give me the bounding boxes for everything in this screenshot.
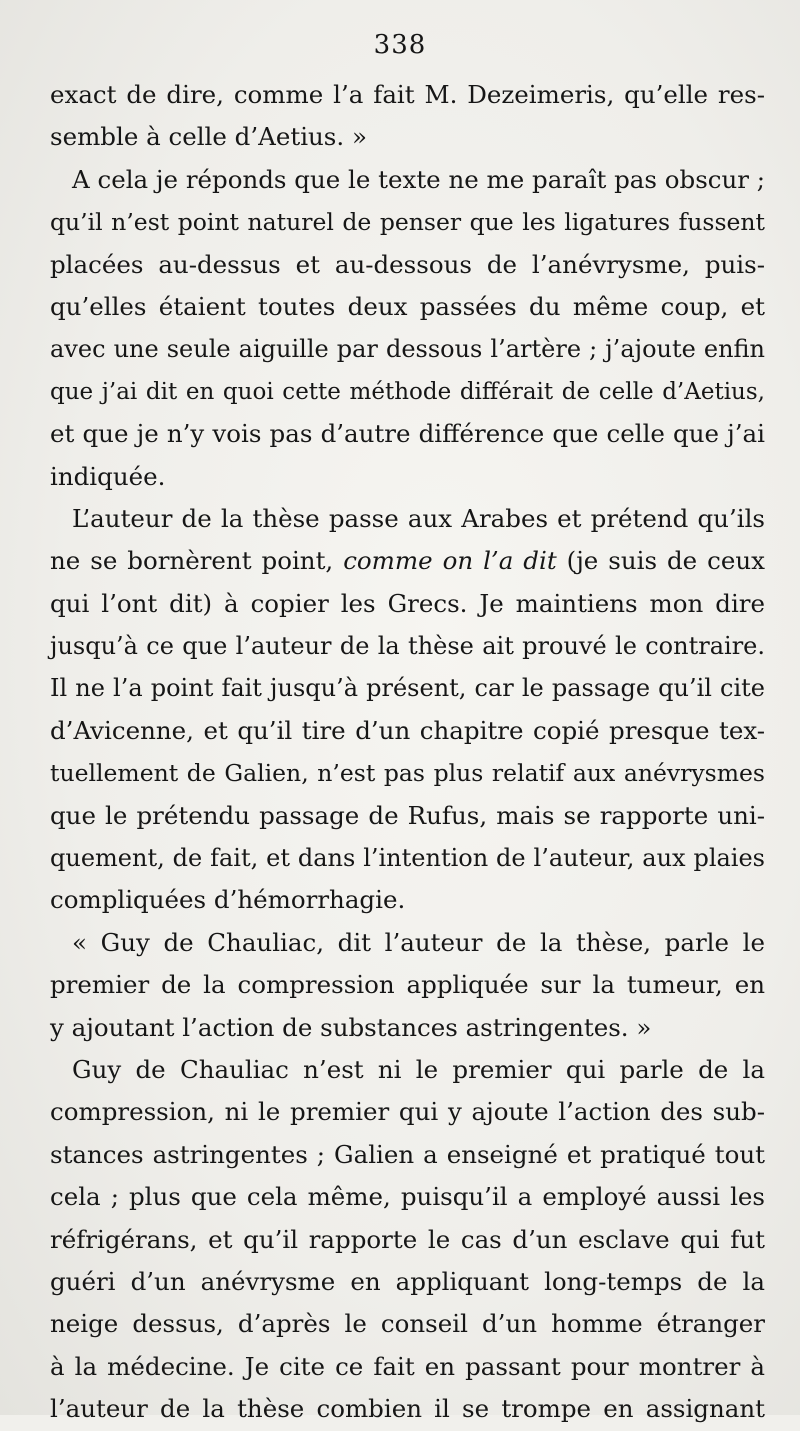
page-number: 338	[373, 30, 427, 60]
text-line: avec une seule aiguille par dessous l’artère ; j’ajoute enfin	[50, 335, 765, 364]
text-line: jusqu’à ce que l’auteur de la thèse ait prouvé le contraire.	[50, 632, 765, 661]
text-line: à la médecine. Je cite ce fait en passant pour montrer à	[50, 1351, 765, 1381]
text-line: qu’elles étaient toutes deux passées du même coup, et	[50, 291, 765, 321]
text-line: Il ne l’a point fait jusqu’à présent, car le passage qu’il cite	[50, 674, 765, 703]
body-text	[50, 74, 765, 1431]
text-line: guéri d’un anévrysme en appliquant long-temps de la	[50, 1266, 765, 1296]
text-line	[50, 540, 765, 582]
text-line: cela ; plus que cela même, puisqu’il a employé aussi les	[50, 1182, 765, 1212]
text-line-part: (je suis de ceux	[556, 546, 765, 576]
text-line: indiquée.	[50, 461, 166, 491]
text-line: « Guy de Chauliac, dit l’auteur de la thèse, parle le	[72, 927, 765, 957]
text-line: compression, ni le premier qui y ajoute l’action des sub-	[50, 1097, 765, 1127]
text-line: que j’ai dit en quoi cette méthode différait de celle d’Aetius,	[50, 378, 765, 405]
text-line: tuellement de Galien, n’est pas plus relatif aux anévrysmes	[50, 759, 765, 788]
text-line: qu’il n’est point naturel de penser que les ligatures fussent	[50, 208, 765, 237]
text-line: compliquées d’hémorrhagie.	[50, 885, 406, 915]
italic-phrase: comme on l’a dit	[343, 546, 557, 576]
text-line: qui l’ont dit) à copier les Grecs. Je maintiens mon dire	[50, 588, 765, 618]
text-line: A cela je réponds que le texte ne me paraît pas obscur ;	[72, 164, 766, 194]
text-line: et que je n’y vois pas d’autre différence que celle que j’ai	[50, 419, 765, 449]
text-line: d’Avicenne, et qu’il tire d’un chapitre copié presque tex-	[50, 715, 765, 745]
text-line: Guy de Chauliac n’est ni le premier qui parle de la	[72, 1054, 765, 1084]
text-line: exact de dire, comme l’a fait M. Dezeimeris, qu’elle res-	[50, 80, 765, 109]
text-line: l’auteur de la thèse combien il se trompe en assignant	[50, 1394, 765, 1424]
text-line: que le prétendu passage de Rufus, mais se rapporte uni-	[50, 800, 765, 830]
text-line: quement, de fait, et dans l’intention de l’auteur, aux plaies	[50, 844, 765, 873]
text-line-part: ne se bornèrent point,	[50, 546, 344, 576]
text-line: réfrigérans, et qu’il rapporte le cas d’un esclave qui fut	[50, 1224, 765, 1254]
text-line: placées au-dessus et au-dessous de l’anévrysme, puis-	[50, 249, 765, 279]
text-line: stances astringentes ; Galien a enseigné et pratiqué tout	[50, 1139, 765, 1169]
text-line: y ajoutant l’action de substances astringentes. »	[50, 1012, 652, 1042]
text-line: L’auteur de la thèse passe aux Arabes et prétend qu’ils	[72, 503, 765, 533]
text-line: semble à celle d’Aetius. »	[50, 122, 367, 152]
text-line: premier de la compression appliquée sur la tumeur, en	[50, 970, 765, 1000]
text-line: neige dessus, d’après le conseil d’un homme étranger	[50, 1309, 765, 1339]
